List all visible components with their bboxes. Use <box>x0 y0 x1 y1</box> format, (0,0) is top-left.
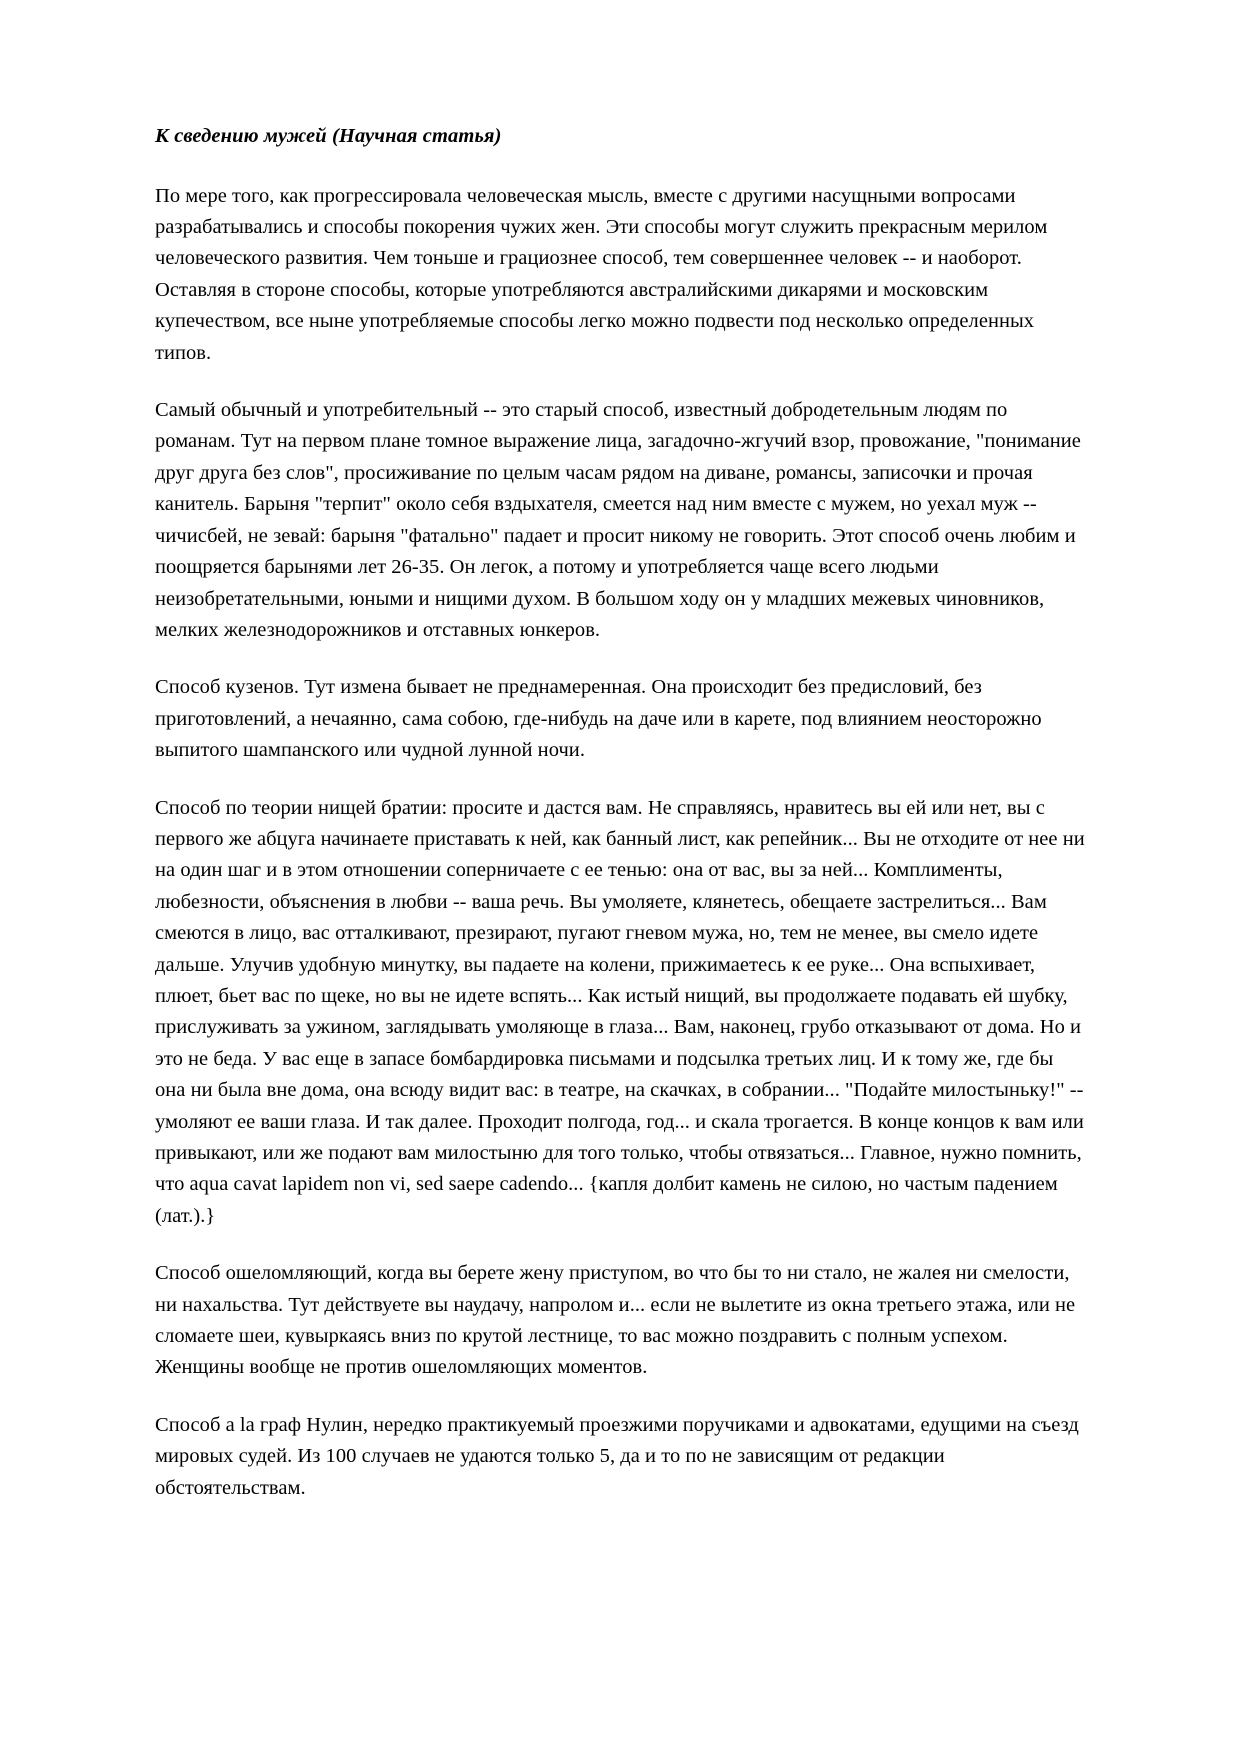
page-title: К сведению мужей (Научная статья) <box>155 125 502 147</box>
paragraph-2: Самый обычный и употребительный -- это старый способ, известный добродетельным людям по романам. Тут на первом плане томное выражение лица, загадочно-жгучий взор, провожание, "понимание друг друга без слов", просиживание по целым часам рядом на диване, романсы, записочки и прочая канитель. Барыня "терпит" около себя вздыхателя, смеется над ним вместе с мужем, но уехал муж -- чичисбей, не зевай: барыня "фатально" падает и просит никому не говорить. Этот способ очень любим и поощряется барынями лет 26-35. Он легок, а потому и употребляется чаще всего людьми неизобретательными, юными и нищими духом. В большом ходу он у младших межевых чиновников, мелких железнодорожников и отставных юнкеров. <box>155 399 1081 641</box>
paragraph-6: Способ a la граф Нулин, нередко практикуемый проезжими поручиками и адвокатами, едущими на съезд мировых судей. Из 100 случаев не удаются только 5, да и то по не зависящим от редакции обстоятельствам. <box>155 1413 1079 1499</box>
paragraph-3: Способ кузенов. Тут измена бывает не преднамеренная. Она происходит без предисловий, без приготовлений, а нечаянно, сама собою, где-нибудь на даче или в карете, под влиянием неосторожно выпитого шампанского или чудной лунной ночи. <box>155 676 1042 762</box>
paragraph-4: Способ по теории нищей братии: просите и дастся вам. Не справляясь, нравитесь вы ей или нет, вы с первого же абцуга начинаете приставать к ней, как банный лист, как репейник... Вы не отходите от нее ни на один шаг и в этом отношении соперничаете с ее тенью: она от вас, вы за ней... Комплименты, любезности, объяснения в любви -- ваша речь. Вы умоляете, клянетесь, обещаете застрелиться... Вам смеются в лицо, вас отталкивают, презирают, пугают гневом мужа, но, тем не менее, вы смело идете дальше. Улучив удобную минутку, вы падаете на колени, прижимаетесь к ее руке... Она вспыхивает, плюет, бьет вас по щеке, но вы не идете вспять... Как истый нищий, вы продолжаете подавать ей шубку, прислуживать за ужином, заглядывать умоляюще в глаза... Вам, наконец, грубо отказывают от дома. Но и это не беда. У вас еще в запасе бомбардировка письмами и подсылка третьих лиц. И к тому же, где бы она ни была вне дома, она всюду видит вас: в театре, на скачках, в собрании... "Подайте милостыньку!" -- умоляют ее ваши глаза. И так далее. Проходит полгода, год... и скала трогается. В конце концов к вам или привыкают, или же подают вам милостыню для того только, чтобы отвязаться... Главное, нужно помнить, что aqua cavat lapidem non vi, sed saepe cadendo... {капля долбит камень не силою, но частым падением (лат.).} <box>155 796 1085 1227</box>
paragraph-5: Способ ошеломляющий, когда вы берете жену приступом, во что бы то ни стало, не жалея ни смелости, ни нахальства. Тут действуете вы наудачу, напролом и... если не вылетите из окна третьего этажа, или не сломаете шеи, кувыркаясь вниз по крутой лестнице, то вас можно поздравить с полным успехом. Женщины вообще не против ошеломляющих моментов. <box>155 1262 1076 1379</box>
paragraph-1: По мере того, как прогрессировала человеческая мысль, вместе с другими насущными вопросами разрабатывались и способы покорения чужих жен. Эти способы могут служить прекрасным мерилом человеческого развития. Чем тоньше и грациознее способ, тем совершеннее человек -- и наоборот. Оставляя в стороне способы, которые употребляются австралийскими дикарями и московским купечеством, все ныне употребляемые способы легко можно подвести под несколько определенных типов. <box>155 184 1048 364</box>
